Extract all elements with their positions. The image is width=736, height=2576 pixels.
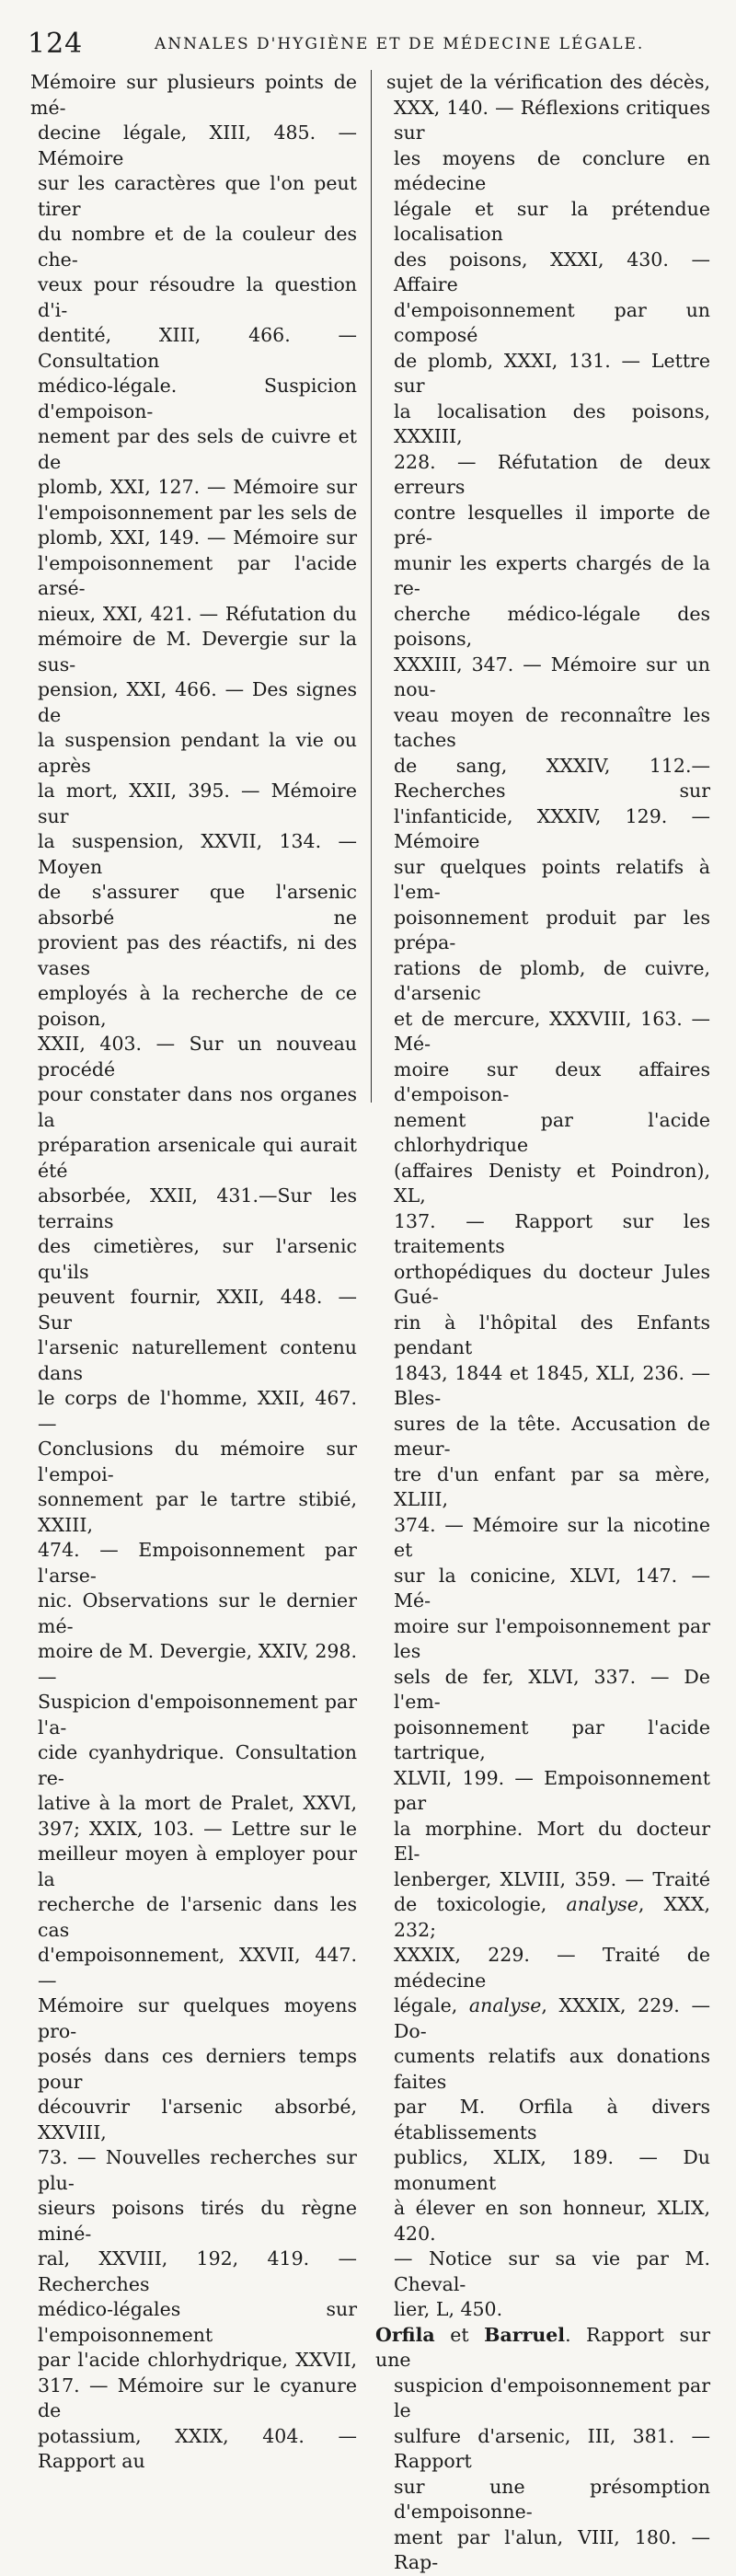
text-line: préparation arsenicale qui aurait été [38,1134,357,1182]
text-line: l'arsenic naturellement contenu dans [38,1336,357,1384]
text-line: tre d'un enfant par sa mère, XLIII, [394,1462,710,1510]
text-line: 374. — Mémoire sur la nicotine et [394,1513,710,1561]
text-line: poisonnement produit par les prépa- [394,906,710,953]
text-line: Mémoire sur plusieurs points de mé- [30,71,357,119]
text-line: des cimetières, sur l'arsenic qu'ils [38,1235,357,1283]
text-line: 137. — Rapport sur les traitements [394,1209,710,1257]
text-line: rin à l'hôpital des Enfants pendant [394,1311,710,1358]
text-line: peuvent fournir, XXII, 448. — Sur [38,1286,357,1334]
text-line: Mémoire sur quelques moyens pro- [38,1994,357,2042]
text-line: sels de fer, XLVI, 337. — De l'em- [394,1665,710,1713]
text-line: l'empoisonnement par l'acide arsé- [38,551,357,599]
author-joiner: et [434,2323,485,2346]
text-line: médico-légale. Suspicion d'empoison- [38,375,357,422]
text-line: recherche de l'arsenic dans les cas [38,1893,357,1941]
text-line: cherche médico-légale des poisons, [394,602,710,650]
text-line: de s'assurer que l'arsenic absorbé ne [38,881,357,929]
text-line: — Notice sur sa vie par M. Cheval- [394,2247,710,2295]
text-line: cuments relatifs aux donations faites [394,2045,710,2093]
text-line [386,1892,710,1943]
text-line: pension, XXI, 466. — Des signes de [38,678,357,726]
author-name: Orfila [375,2323,435,2346]
text-line: XXX, 140. — Réflexions critiques sur [394,96,710,144]
text-line: Suspicion d'empoisonnement par l'a- [38,1691,357,1739]
text-line: l'empoisonnement par les sels de [38,501,357,524]
column-divider [371,70,372,1103]
right-column [375,70,711,2573]
text-line: des poisons, XXXI, 430. — Affaire [394,248,710,295]
entry-text: de toxicologie, [394,1893,567,1915]
text-line: l'infanticide, XXXIV, 129. — Mémoire [394,804,710,852]
text-line: veux pour résoudre la question d'i- [38,273,357,321]
text-line: XXXIX, 229. — Traité de médecine [394,1944,710,1992]
text-line: médico-légales sur l'empoisonnement [38,2298,357,2346]
text-line: les moyens de conclure en médecine [394,146,710,194]
left-column [30,70,357,2472]
text-line: 1843, 1844 et 1845, XLI, 236. — Bles- [394,1361,710,1409]
text-line: de sang, XXXIV, 112.—Recherches sur [394,754,710,802]
text-line: orthopédiques du docteur Jules Gué- [394,1260,710,1308]
text-line: employés à la recherche de ce poison, [38,982,357,1030]
text-line: moire sur deux affaires d'empoison- [394,1057,710,1105]
text-line: decine légale, XIII, 485. — Mémoire [38,121,357,169]
text-line: XXXIII, 347. — Mémoire sur un nou- [394,653,710,700]
text-line: légale et sur la prétendue localisation [394,197,710,245]
text-line: 317. — Mémoire sur le cyanure de [38,2374,357,2421]
text-line: du nombre et de la couleur des che- [38,223,357,271]
text-line: la mort, XXII, 395. — Mémoire sur [38,780,357,827]
page-header [28,28,718,64]
running-title: ANNALES D'HYGIÈNE ET DE MÉDECINE LÉGALE. [155,35,645,53]
text-line: et de mercure, XXXVIII, 163. — Mé- [394,1007,710,1055]
text-line [375,2323,710,2374]
text-line: 397; XXIX, 103. — Lettre sur le [38,1817,357,1840]
text-line: ment par l'alun, VIII, 180. — Rap- [394,2525,710,2573]
text-line: d'empoisonnement, XXVII, 447. — [38,1944,357,1992]
text-line: sur une présomption d'empoisonne- [394,2475,710,2523]
text-line: découvrir l'arsenic absorbé, XXVIII, [38,2096,357,2143]
text-line: nic. Observations sur le dernier mé- [38,1589,357,1637]
italic-term: analyse [566,1893,638,1915]
text-line: lenberger, XLVIII, 359. — Traité [394,1867,710,1890]
text-line: mémoire de M. Devergie sur la sus- [38,628,357,676]
text-line: XLVII, 199. — Empoisonnement par [394,1766,710,1814]
text-line: Conclusions du mémoire sur l'empoi- [38,1438,357,1485]
text-line: 228. — Réfutation de deux erreurs [394,450,710,498]
text-line: la localisation des poisons, XXXIII, [394,399,710,447]
entry-text: . Rapport sur une [375,2323,711,2371]
text-line: sur les caractères que l'on peut tirer [38,172,357,220]
text-line: provient pas des réactifs, ni des vases [38,931,357,979]
text-line: publics, XLIX, 189. — Du monument [394,2146,710,2194]
text-line: pour constater dans nos organes la [38,1083,357,1131]
text-line: moire de M. Devergie, XXIV, 298. — [38,1640,357,1688]
italic-term: analyse [468,1994,542,2016]
text-line: à élever en son honneur, XLIX, 420. [394,2197,710,2245]
text-line: cide cyanhydrique. Consultation re- [38,1741,357,1789]
text-line: veau moyen de reconnaître les taches [394,703,710,751]
page-number: 124 [28,28,84,60]
text-line: la morphine. Mort du docteur El- [394,1817,710,1865]
text-line: dentité, XIII, 466. — Consultation [38,324,357,372]
text-line: ral, XXVIII, 192, 419. — Recherches [38,2247,357,2295]
text-line: nement par l'acide chlorhydrique [394,1108,710,1156]
text-line: sujet de la vérification des décès, [386,71,710,93]
text-line: de plomb, XXXI, 131. — Lettre sur [394,349,710,397]
text-line: 73. — Nouvelles recherches sur plu- [38,2146,357,2194]
text-line: sur quelques points relatifs à l'em- [394,855,710,903]
text-line: la suspension, XXVII, 134. — Moyen [38,830,357,878]
text-line: d'empoisonnement par un composé [394,298,710,346]
text-line: plomb, XXI, 127. — Mémoire sur [38,476,357,498]
text-line: contre lesquelles il importe de pré- [394,501,710,549]
text-line: moire sur l'empoisonnement par les [394,1614,710,1662]
text-line: sures de la tête. Accusation de meur- [394,1412,710,1460]
text-line: meilleur moyen à employer pour la [38,1842,357,1890]
text-line: sonnement par le tartre stibié, XXIII, [38,1488,357,1536]
entry-text: , XXX, 232; [394,1893,710,1941]
text-line: sur la conicine, XLVI, 147. — Mé- [394,1564,710,1611]
text-line: lier, L, 450. [394,2298,503,2320]
entry-text: , XXXIX, 229. — Do- [394,1994,710,2042]
text-line [386,1993,710,2044]
text-line: XXII, 403. — Sur un nouveau procédé [38,1033,357,1080]
text-line: rations de plomb, de cuivre, d'arsenic [394,956,710,1004]
text-line: le corps de l'homme, XXII, 467. — [38,1387,357,1435]
text-line: (affaires Denisty et Poindron), XL, [394,1159,710,1207]
text-line: nieux, XXI, 421. — Réfutation du [38,602,357,625]
entry-text: légale, [394,1994,469,2016]
text-line: sulfure d'arsenic, III, 381. — Rapport [394,2424,710,2472]
text-line: nement par des sels de cuivre et de [38,425,357,473]
text-line: 474. — Empoisonnement par l'arse- [38,1539,357,1587]
author-name: Barruel [484,2323,566,2346]
text-line: par l'acide chlorhydrique, XXVII, [38,2349,357,2371]
text-line: poisonnement par l'acide tartrique, [394,1715,710,1763]
text-line: la suspension pendant la vie ou après [38,729,357,777]
text-line: par M. Orfila à divers établissements [394,2096,710,2143]
text-line: suspicion d'empoisonnement par le [394,2374,710,2421]
text-line: lative à la mort de Pralet, XXVI, [38,1792,357,1814]
text-line: posés dans ces derniers temps pour [38,2045,357,2093]
text-line: plomb, XXI, 149. — Mémoire sur [38,526,357,549]
text-line: munir les experts chargés de la re- [394,551,710,599]
text-line: sieurs poisons tirés du règne miné- [38,2197,357,2245]
text-line: potassium, XXIX, 404. — Rapport au [38,2424,357,2472]
text-line: absorbée, XXII, 431.—Sur les terrains [38,1184,357,1232]
